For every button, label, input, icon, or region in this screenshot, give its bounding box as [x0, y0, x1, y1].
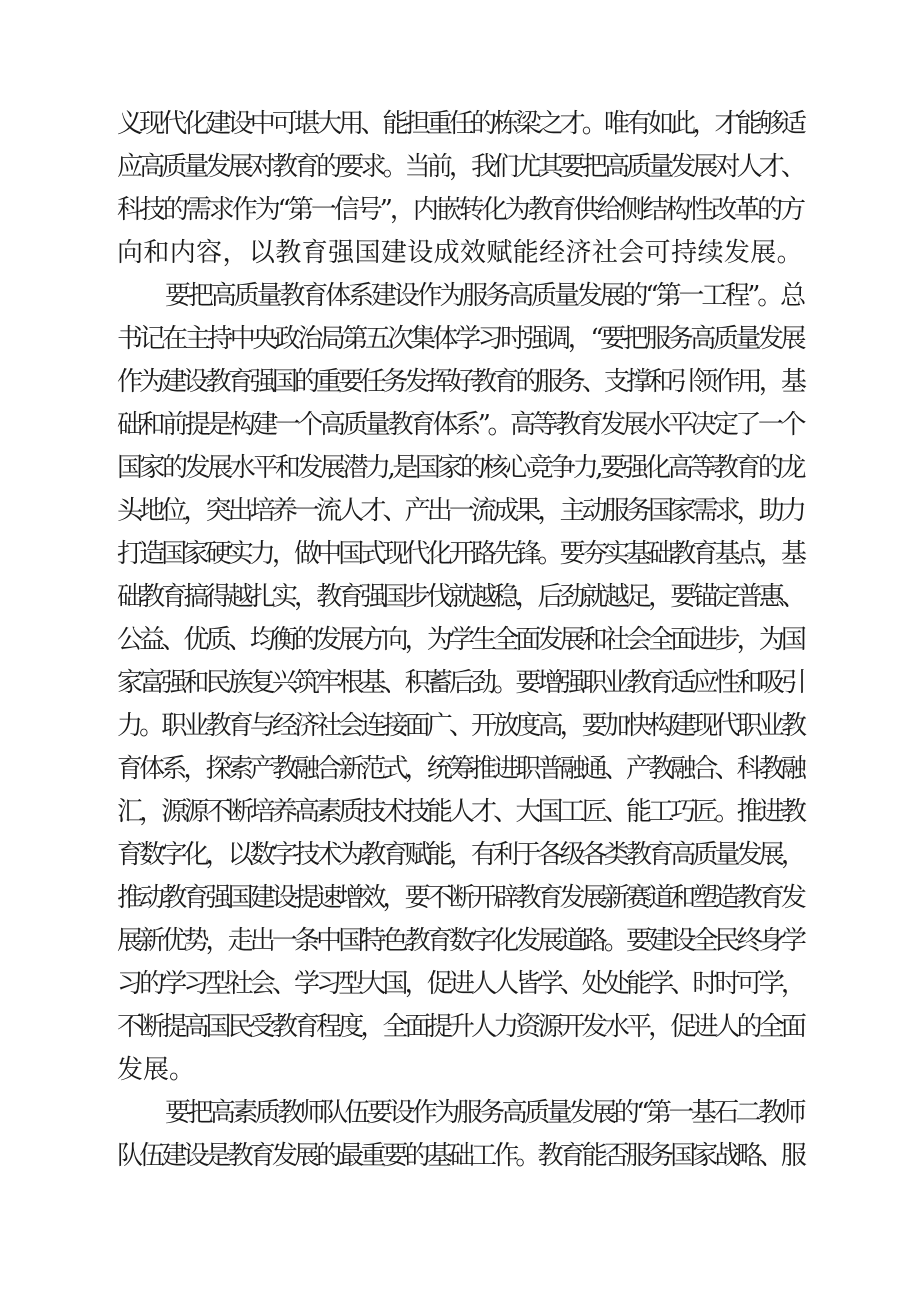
text-line-content: 发展。 [117, 1055, 196, 1085]
text-line [0, 491, 920, 531]
text-line-content: 应高质量发展对教育的要求。当前，我们尤其要把高质量发展对人才、 [117, 152, 803, 182]
text-line [0, 233, 920, 273]
text-line [0, 276, 920, 316]
text-line-content: 育体系，探索产教融合新范式，统筹推进职普融通、产教融合、科教融 [117, 754, 803, 784]
text-line [0, 663, 920, 703]
text-line [0, 1093, 920, 1133]
text-line [0, 620, 920, 660]
text-line-content: 打造国家硬实力，做中国式现代化开路先锋。要夯实基础教育基点，基 [117, 539, 803, 569]
text-line-content: 国家的发展水平和发展潜力,是国家的核心竞争力,要强化高等教育的龙 [117, 453, 803, 483]
text-line [0, 362, 920, 402]
text-line [0, 104, 920, 144]
text-line [0, 792, 920, 832]
text-line-content: 要把高质量教育体系建设作为服务高质量发展的“第一工程”。总 [165, 281, 803, 311]
text-line-content: 推动教育强国建设提速增效，要不断开辟教育发展新赛道和塑造教育发 [117, 883, 803, 913]
text-line-content: 础教育搞得越扎实，教育强国步伐就越稳，后劲就越足，要锚定普惠、 [117, 582, 803, 612]
text-line [0, 405, 920, 445]
text-line-content: 展新优势，走出一条中国特色教育数字化发展道路。要建设全民终身学 [117, 926, 803, 956]
text-line [0, 706, 920, 746]
text-line-content: 习的学习型社会、学习型大国，促进人人皆学、处处能学、时时可学， [117, 969, 803, 999]
text-line [0, 577, 920, 617]
text-line-content: 队伍建设是教育发展的最重要的基础工作。教育能否服务国家战略、服 [117, 1141, 803, 1171]
text-line [0, 1007, 920, 1047]
text-line-content: 础和前提是构建一个高质量教育体系”。高等教育发展水平决定了一个 [117, 410, 803, 440]
text-line-content: 家富强和民族复兴筑牢根基、积蓄后劲。要增强职业教育适应性和吸引 [117, 668, 803, 698]
text-line-content: 公益、优质、均衡的发展方向，为学生全面发展和社会全面进步，为国 [117, 625, 803, 655]
text-line [0, 921, 920, 961]
text-line [0, 534, 920, 574]
text-line-content: 汇，源源不断培养高素质技术技能人才、大国工匠、能工巧匠。推进教 [117, 797, 803, 827]
text-line [0, 147, 920, 187]
text-line [0, 190, 920, 230]
text-line-content: 要把高素质教师队伍要设作为服务高质量发展的“第一基石二教师 [165, 1098, 803, 1128]
text-line [0, 749, 920, 789]
text-line [0, 835, 920, 875]
text-line-content: 向和内容，以教育强国建设成效赋能经济社会可持续发展。 [117, 238, 803, 268]
text-line [0, 878, 920, 918]
text-line-content: 义现代化建设中可堪大用、能担重任的栋梁之才。唯有如此，才能够适 [117, 109, 803, 139]
text-line-content: 书记在主持中央政治局第五次集体学习时强调，“要把服务高质量发展 [117, 324, 803, 354]
text-line-content: 作为建设教育强国的重要任务发挥好教育的服务、支撑和引领作用，基 [117, 367, 803, 397]
text-line-content: 科技的需求作为“第一信号”，内嵌转化为教育供给侧结构性改革的方 [117, 195, 803, 225]
text-line-content: 力。职业教育与经济社会连接面广、开放度高，要加快构建现代职业教 [117, 711, 803, 741]
text-line [0, 319, 920, 359]
text-line-content: 头地位，突出培养一流人才、产出一流成果，主动服务国家需求，助力 [117, 496, 803, 526]
text-line-content: 不断提高国民受教育程度，全面提升人力资源开发水平，促进人的全面 [117, 1012, 803, 1042]
text-line [0, 1136, 920, 1176]
text-line [0, 964, 920, 1004]
text-line-content: 育数字化，以数字技术为教育赋能，有利于各级各类教育高质量发展， [117, 840, 803, 870]
text-line [0, 1050, 920, 1090]
text-line [0, 448, 920, 488]
